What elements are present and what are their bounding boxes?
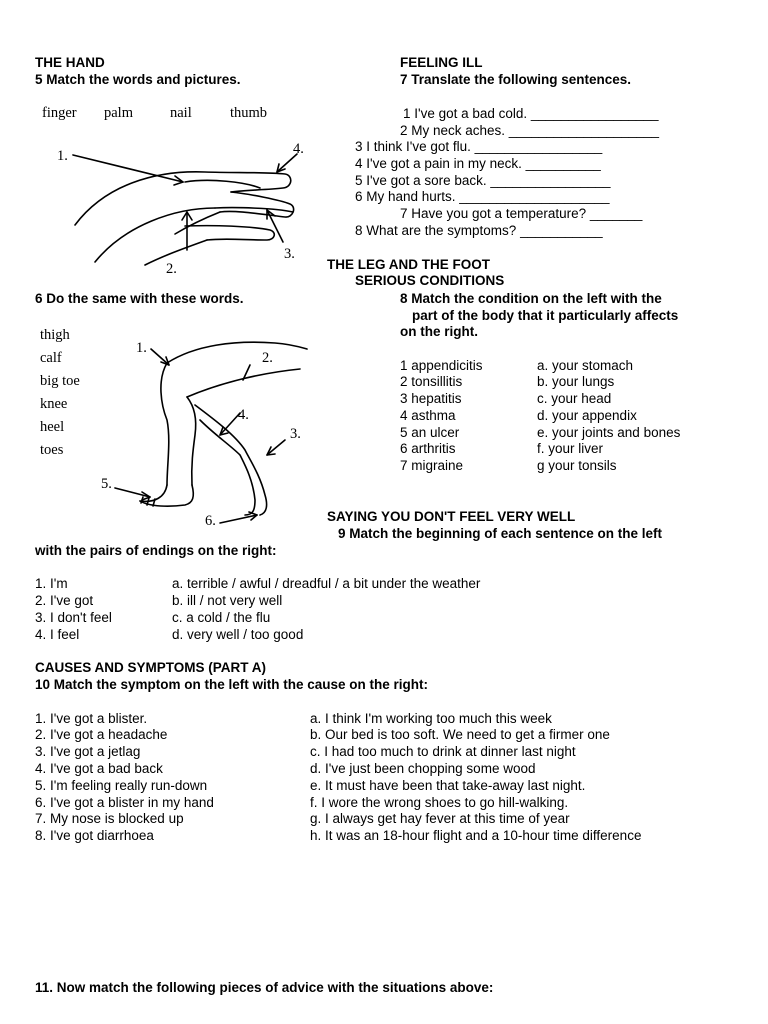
leg-illustration [95,325,315,530]
hand-word-palm: palm [104,105,133,121]
hand-instruction: 5 Match the words and pictures. [35,72,241,87]
hand-word-nail: nail [170,105,192,121]
serious-heading: SERIOUS CONDITIONS [355,273,505,288]
cause-h: h. It was an 18-hour flight and a 10-hour time difference [310,828,642,843]
body-part-g: g your tonsils [537,458,617,473]
saying-instruction-2: with the pairs of endings on the right: [35,543,277,558]
condition-7: 7 migraine [400,458,464,473]
leg-label-2: 2. [262,350,273,366]
symptom-4: 4. I've got a bad back [35,761,163,776]
symptom-8: 8. I've got diarrhoea [35,828,154,843]
condition-2: 2 tonsillitis [400,374,463,389]
condition-3: 3 hepatitis [400,391,462,406]
saying-right-a: a. terrible / awful / dreadful / a bit under the weather [172,576,481,591]
ill-sentence-7: 7 Have you got a temperature? _______ [400,206,643,221]
leg-word-heel: heel [40,419,65,435]
ill-sentence-3: 3 I think I've got flu. _________________ [355,139,603,154]
leg-word-toes: toes [40,442,64,458]
causes-instruction: 10 Match the symptom on the left with the cause on the right: [35,677,429,692]
serious-instruction-2: part of the body that it particularly affects [412,308,679,323]
ill-heading: FEELING ILL [400,55,483,70]
hand-label-1: 1. [57,148,68,164]
leg-word-big-toe: big toe [40,373,80,389]
condition-4: 4 asthma [400,408,456,423]
cause-d: d. I've just been chopping some wood [310,761,536,776]
ill-sentence-8: 8 What are the symptoms? ___________ [355,223,603,238]
hand-illustration [35,130,315,275]
hand-word-thumb: thumb [230,105,268,121]
symptom-7: 7. My nose is blocked up [35,811,184,826]
advice-instruction: 11. Now match the following pieces of advice with the situations above: [35,980,494,995]
saying-heading: SAYING YOU DON'T FEEL VERY WELL [327,509,576,524]
body-part-b: b. your lungs [537,374,615,389]
saying-instruction-1: 9 Match the beginning of each sentence on the left [338,526,663,541]
causes-heading: CAUSES AND SYMPTOMS (PART A) [35,660,267,675]
hand-label-2: 2. [166,261,177,277]
ill-instruction: 7 Translate the following sentences. [400,72,632,87]
leg-instruction: 6 Do the same with these words. [35,291,244,306]
symptom-1: 1. I've got a blister. [35,711,148,726]
symptom-5: 5. I'm feeling really run-down [35,778,208,793]
cause-f: f. I wore the wrong shoes to go hill-walking. [310,795,569,810]
serious-instruction-3: on the right. [400,324,478,339]
symptom-6: 6. I've got a blister in my hand [35,795,214,810]
leg-label-5: 5. [101,476,112,492]
condition-1: 1 appendicitis [400,358,483,373]
cause-e: e. It must have been that take-away last night. [310,778,586,793]
saying-right-c: c. a cold / the flu [172,610,271,625]
leg-label-6: 6. [205,513,216,529]
ill-sentence-1: 1 I've got a bad cold. _________________ [403,106,659,121]
saying-right-b: b. ill / not very well [172,593,283,608]
leg-word-calf: calf [40,350,62,366]
saying-left-4: 4. I feel [35,627,80,642]
saying-left-2: 2. I've got [35,593,94,608]
cause-c: c. I had too much to drink at dinner last night [310,744,576,759]
cause-g: g. I always get hay fever at this time of year [310,811,570,826]
condition-5: 5 an ulcer [400,425,460,440]
cause-a: a. I think I'm working too much this week [310,711,552,726]
condition-6: 6 arthritis [400,441,456,456]
ill-sentence-4: 4 I've got a pain in my neck. __________ [355,156,601,171]
cause-b: b. Our bed is too soft. We need to get a firmer one [310,727,610,742]
symptom-3: 3. I've got a jetlag [35,744,141,759]
body-part-f: f. your liver [537,441,604,456]
leg-label-1: 1. [136,340,147,356]
hand-heading: THE HAND [35,55,105,70]
saying-right-d: d. very well / too good [172,627,304,642]
serious-instruction-1: 8 Match the condition on the left with the [400,291,662,306]
leg-word-thigh: thigh [40,327,70,343]
hand-label-3: 3. [284,246,295,262]
hand-label-4: 4. [293,141,304,157]
leg-word-knee: knee [40,396,68,412]
leg-foot-heading: THE LEG AND THE FOOT [327,257,490,272]
saying-left-1: 1. I'm [35,576,68,591]
body-part-e: e. your joints and bones [537,425,681,440]
body-part-c: c. your head [537,391,612,406]
ill-sentence-6: 6 My hand hurts. ____________________ [355,189,610,204]
leg-label-4: 4. [238,407,249,423]
saying-left-3: 3. I don't feel [35,610,112,625]
leg-label-3: 3. [290,426,301,442]
hand-word-finger: finger [42,105,77,121]
body-part-a: a. your stomach [537,358,634,373]
body-part-d: d. your appendix [537,408,637,423]
ill-sentence-2: 2 My neck aches. ____________________ [400,123,659,138]
ill-sentence-5: 5 I've got a sore back. ________________ [355,173,611,188]
symptom-2: 2. I've got a headache [35,727,168,742]
